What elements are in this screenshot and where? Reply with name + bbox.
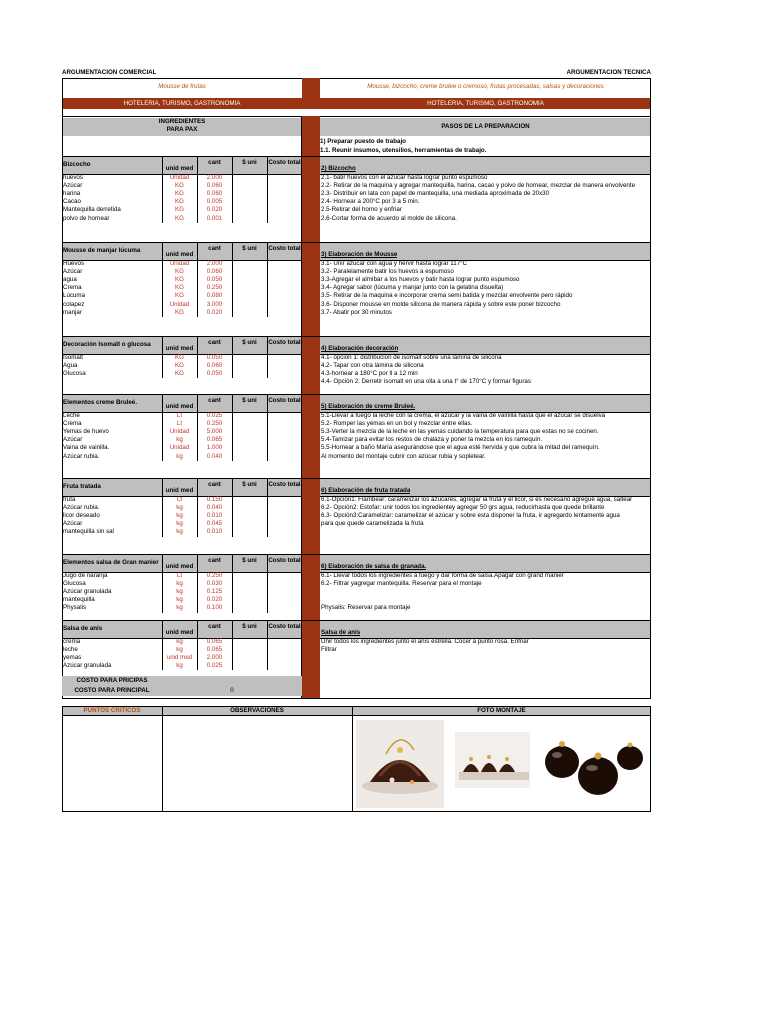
ingredient-name: agua [63,276,77,284]
ingredient-unit: kg [176,528,183,536]
ingredient-unit: kg [176,452,183,460]
unit-column-header: unid med [165,487,194,494]
ingredient-qty: 0.250 [206,572,223,579]
ingredient-qty: 0.001 [206,214,223,222]
ingredient-qty: 2.000 [206,260,223,267]
step-line: 2.1- batir huevos con el azúcar hasta lograr punto espumoso [321,174,488,181]
ingredient-unit: Unidad [169,174,190,181]
step-line: 4.2- Tapar con otra lámina de silicona [321,362,424,370]
pax-title: PARA PAX [166,126,198,133]
ingredient-qty: 0.065 [206,646,223,654]
ingredient-unit: KG [175,190,184,198]
row-divider [62,336,651,337]
step-line: 5.2- Romper las yemas en un bol y mezclar entre ellas. [321,420,473,428]
section-title: Decoración Isomalt o glucosa [63,341,151,348]
price-column-header: $ uni [242,481,257,488]
ingredient-name: mantequilla [63,596,95,604]
divider-bar [302,116,320,698]
price-column-header: $ uni [242,245,257,252]
step-line: Unir todos los ingredientes junto el anís estrella. Cocer a punto rosa. Enfriar [321,638,529,645]
ingredient-unit: kg [176,580,183,588]
price-column-header: $ uni [242,159,257,166]
step-section-title: 6) Elaboración de fruta tratada [321,487,411,494]
ingredient-name: Azúcar [63,436,83,444]
ingredient-name: Azúcar granulada [63,662,112,670]
ingredient-name: Cacao [63,198,81,206]
ingredient-name: harina [63,190,81,198]
photo-header: FOTO MONTAJE [477,707,526,714]
section-title: Bizcocho [63,161,91,168]
section-title: Fruta tratada [63,483,101,490]
step-header-bg [320,620,651,638]
intro-step-2: 1.1. Reunir insumos, utensilios, herramientas de trabajo. [320,147,487,154]
ingredient-unit: kg [176,638,183,645]
step-section-title: 5) Elaboración de creme Bruleé. [321,403,416,410]
step-line: 5.3-Verter la mezcla de la leche en las yemas cuidando la temperatura para que estas no se cocinen. [321,428,599,436]
section-title: Mousse de manjar lúcuma [63,247,141,254]
step-line: 3.1- Unir azúcar con agua y hervir hasta lograr 117°C [321,260,468,267]
ingredient-unit: unid med [166,654,193,662]
qty-column-header: cant [208,481,221,488]
step-section-title: 6) Elaboración de salsa de granada. [321,563,427,570]
price-column-header: $ uni [242,557,257,564]
section-title: Salsa de anis [63,625,103,632]
left-band: HOTELERÍA, TURISMO, GASTRONOMÍA [123,100,241,107]
ingredient-unit: kg [176,604,183,612]
ingredient-unit: KG [175,370,184,378]
ingredient-unit: KG [175,268,184,276]
step-line: 2.5-Retirar del horno y enfriar [321,206,402,214]
price-column-header: $ uni [242,623,257,630]
step-line: 5.4-Tamizar para evitar los restos de chalaza y poner la mezcla en los ramequín. [321,436,543,444]
step-line: 2.3- Distribuir en lata con papel de mantequilla, una mediada aproximada de 20x30 [321,190,550,198]
ingredient-qty: 0.050 [206,354,223,361]
ingredient-qty: 0.060 [206,182,223,190]
ingredient-unit: kg [176,520,183,528]
ingredient-unit: KG [175,354,184,361]
intro-step-1: 1) Preparar puesto de trabajo [320,138,406,145]
ingredient-name: yemas [63,654,82,662]
total-column-header: Costo total [268,245,301,252]
steps-title: PASOS DE LA PREPARACIÓN [441,123,530,130]
step-section-title: Salsa de anis [321,629,361,636]
column-divider [267,394,268,461]
step-line: 6.1- Llevar todos los ingredientes a fuego y dar forma de salsa.Apagar con grand manier [321,572,564,579]
ingredient-name: huevos [63,174,83,181]
ingredient-name: leche [63,646,78,654]
ingredient-name: manjar [63,308,82,316]
ingredient-qty: 0.010 [206,528,223,536]
ingredient-qty: 0.125 [206,588,223,596]
step-line: 2.2- Retirar de la maquina y agregar mantequilla, harina, cacao y polvo de hornear, mezclar de manera envolvente [321,182,636,190]
row-divider [62,478,651,479]
ingredient-qty: 0.020 [206,308,223,316]
step-line: 3.4- Agregar sabor (lúcuma y manjar junto con la gelatina disuelta) [321,284,504,292]
column-divider [232,394,233,461]
row-divider [62,156,651,157]
ingredient-qty: 5.000 [206,428,223,436]
ingredient-name: polvo de hornear [63,214,110,222]
ingredient-qty: 0.025 [206,412,223,419]
ingredient-unit: Lt [176,572,183,579]
ingredient-unit: kg [176,662,183,670]
column-divider [232,336,233,378]
step-line: 3.6- Disponer mousse en molde silicona de manera rápida y sobre este poner bizcocho [321,300,561,308]
ingredient-name: Physalis [63,604,87,612]
ingredient-name: Azúcar granulada [63,588,112,596]
ingredient-unit: kg [176,646,183,654]
ingredient-name: crema [63,638,81,645]
unit-column-header: unid med [165,629,194,636]
ingredient-name: Glucosa [63,580,86,588]
ingredient-unit: KG [175,308,184,316]
ingredient-unit: Unidad [169,428,190,436]
ingredient-name: colapez [63,300,85,308]
row-divider [62,394,651,395]
total-column-header: Costo total [268,481,301,488]
ingredient-qty: 0.150 [206,496,223,503]
ingredient-name: Huevos [63,260,84,267]
step-line: Al momento del montaje cubrir con azúcar rubia y sopletear. [321,452,486,460]
ingredient-name: Leche [63,412,80,419]
column-divider [267,242,268,317]
qty-column-header: cant [208,245,221,252]
step-line: 3.5- Retirar de la maquina e incorporar crema semi batida y mezclar envolvente pero rápido [321,292,573,300]
column-divider [267,620,268,670]
left-title: ARGUMENTACIÓN COMERCIAL [62,69,157,76]
ingredient-name: Azúcar [63,520,83,528]
ingredient-qty: 0.050 [206,276,223,284]
ingredient-qty: 0.020 [206,206,223,214]
qty-column-header: cant [208,557,221,564]
ingredient-qty: 0.050 [206,370,223,378]
ingredient-qty: 0.100 [206,604,223,612]
outer-border-right [650,78,651,698]
column-divider [232,554,233,613]
ingredient-name: Lúcuma [63,292,86,300]
ingredient-unit: kg [176,436,183,444]
qty-column-header: cant [208,159,221,166]
price-column-header: $ uni [242,339,257,346]
right-band: HOTELERÍA, TURISMO, GASTRONOMÍA [427,100,544,107]
critical-points-header: PUNTOS CRITICOS [83,707,141,714]
ingredient-qty: 0.250 [206,284,223,292]
total-column-header: Costo total [268,339,301,346]
step-line: para que quede caramelizada la fruta [321,520,424,528]
ingredient-name: Crema [63,420,82,428]
ingredient-qty: 0.060 [206,362,223,370]
dessert-photos [356,720,645,808]
ingredient-unit: Lt [176,412,183,419]
unit-column-header: unid med [165,403,194,410]
ingredient-name: Vaina de vainilla. [63,444,110,452]
ingredient-unit: Unidad [169,300,190,308]
unit-column-header: unid med [165,345,194,352]
step-line: 4.3-hornear a 180°C por ll a 12 min [321,370,418,378]
qty-column-header: cant [208,339,221,346]
ingredient-qty: 0.080 [206,292,223,300]
step-line: Physalis: Reservar para montaje [321,604,411,612]
ingredient-name: Azúcar rubia. [63,504,100,512]
observations-header: OBSERVACIONES [230,707,284,714]
ingredients-title: INGREDIENTES [158,118,206,125]
ingredient-unit: KG [175,182,184,190]
ingredient-name: Mantequilla derretida [63,206,121,214]
step-section-title: 3) Elaboración de Mousse [321,251,398,258]
section-title: Elementos salsa de Gran manier [63,559,159,566]
ingredient-unit: Unidad [169,260,190,267]
ingredient-qty: 1.000 [206,444,223,452]
ingredient-unit: KG [175,362,184,370]
ingredient-qty: 0.250 [206,420,223,428]
ingredient-unit: KG [175,276,184,284]
ingredient-qty: 2.000 [206,174,223,181]
unit-column-header: unid med [165,165,194,172]
step-line: 2.6-Cortar forma de acuerdo al molde de silicona. [321,214,457,222]
main-value: 0 [230,687,234,694]
right-product: Mousse, bizcocho, creme brulee o cremoso, frutas procesadas, salsas y decoraciones [367,83,604,90]
total-column-header: Costo total [268,623,301,630]
step-header-bg [320,156,651,174]
section-title: Elementos creme Bruleé. [63,399,137,406]
step-line: 2.4- Hornear a 200°C por 3 a 5 min. [321,198,420,206]
ingredient-name: Yemas de huevo [63,428,109,436]
qty-column-header: cant [208,623,221,630]
total-column-header: Costo total [268,397,301,404]
ingredient-unit: KG [175,198,184,206]
ingredient-name: Azúcar [63,268,83,276]
step-line: 5.5-Hornear a baño María asegurándose que el agua esté hervida y que cubra la mitad del ramequín. [321,444,600,452]
column-divider [267,336,268,378]
ingredient-qty: 0.060 [206,190,223,198]
ingredient-name: Azúcar rubia. [63,452,100,460]
ingredient-unit: Lt [176,496,183,503]
column-divider [267,554,268,613]
row-divider [62,554,651,555]
row-divider [62,620,651,621]
ingredient-unit: KG [175,206,184,214]
step-line: 6.2- Filtrar yagregar mantequilla. Reservar para el montaje [321,580,482,588]
step-line: 5.1-Llevar a fuego la leche con la crema, el azúcar y la vaina de vainilla hasta que el azúcar se disuelva [321,412,606,419]
ingredient-qty: 3.000 [206,300,223,308]
ingredient-name: Jugo de naranja [63,572,108,579]
ingredient-qty: 0.065 [206,638,223,645]
left-product: Mousse de frutas [158,83,206,90]
step-section-title: 4) Elaboración decoración [321,345,399,352]
step-line: 3.3-Agregar el almíbar a los huevos y batir hasta lograr punto espumoso [321,276,520,284]
ingredient-unit: kg [176,588,183,596]
ingredient-unit: KG [175,214,184,222]
ingredient-unit: KG [175,292,184,300]
row-divider [62,242,651,243]
ingredient-name: fruta [63,496,76,503]
photo-mini-domes-row [455,732,530,788]
step-line: 3.7- Abatir por 30 minutos [321,308,392,316]
step-line: 6.1-Opción1: Flambear: caramelizar los azúcares, agregar la fruta y el licor, si es necesario agregue agua, saltear [321,496,633,503]
column-divider [232,242,233,317]
unit-column-header: unid med [165,251,194,258]
center-border [301,116,302,698]
ingredient-name: Isomalt [63,354,83,361]
step-line: 6.2- Opción2: Estofar: unir todos los ingredientey agregar 50 grs agua, reducirhasta que quede brillante [321,504,605,512]
ingredient-qty: 0.045 [206,520,223,528]
step-line: 6.3- Opción3:Caramelizar: caramelizar el azúcar y sobre esta disponer la fruta, ir agregardo lentamente agua [321,512,620,520]
ingredient-qty: 2.000 [206,654,223,662]
ingredient-qty: 0.060 [206,268,223,276]
ingredient-qty: 0.030 [206,580,223,588]
step-line: Filtrar [321,646,337,654]
ingredient-qty: 0.040 [206,452,223,460]
photo-dome-with-sugar-decor [356,720,444,808]
price-column-header: $ uni [242,397,257,404]
ingredient-unit: kg [176,596,183,604]
ingredient-qty: 0.065 [206,436,223,444]
ingredient-qty: 0.040 [206,504,223,512]
ingredient-unit: kg [176,512,183,520]
ingredient-qty: 0.005 [206,198,223,206]
ingredient-qty: 0.025 [206,662,223,670]
column-divider [232,620,233,670]
column-divider [232,156,233,223]
unit-column-header: unid med [165,563,194,570]
ingredient-qty: 0.010 [206,512,223,520]
total-column-header: Costo total [268,159,301,166]
ingredient-name: mantequilla sin sal [63,528,114,536]
ingredient-unit: kg [176,504,183,512]
ingredient-qty: 0.020 [206,596,223,604]
photo-glossy-domes [540,720,644,808]
step-line: 3.2- Paralelamente batir los huevos a espumoso [321,268,454,276]
step-section-title: 2) Bizcocho [321,165,356,172]
column-divider [267,156,268,223]
ingredient-name: Glucosa [63,370,86,378]
right-title: ARGUMENTACIÓN TECNICA [566,69,651,76]
ingredient-unit: Unidad [169,444,190,452]
ingredient-name: Crema [63,284,82,292]
ingredient-name: Agua [63,362,78,370]
outer-border-left [62,78,63,698]
column-divider [232,478,233,537]
ingredient-unit: Lt [176,420,183,428]
total-column-header: Costo total [268,557,301,564]
per-pax-label: COSTO PARA PRICIPAS [76,677,148,684]
ingredient-name: Azúcar [63,182,83,190]
column-divider [267,478,268,537]
main-label: COSTO PARA PRINCIPAL [74,687,150,694]
ingredient-unit: KG [175,284,184,292]
ingredient-name: licor deseado [63,512,100,520]
qty-column-header: cant [208,397,221,404]
step-line: 4.4- Opción 2: Derretir isomalt en una olla a una t° de 170°C y formar figuras [321,378,531,386]
step-line: 4.1- opción 1: distribución de isomalt sobre una lámina de silicona [321,354,502,361]
